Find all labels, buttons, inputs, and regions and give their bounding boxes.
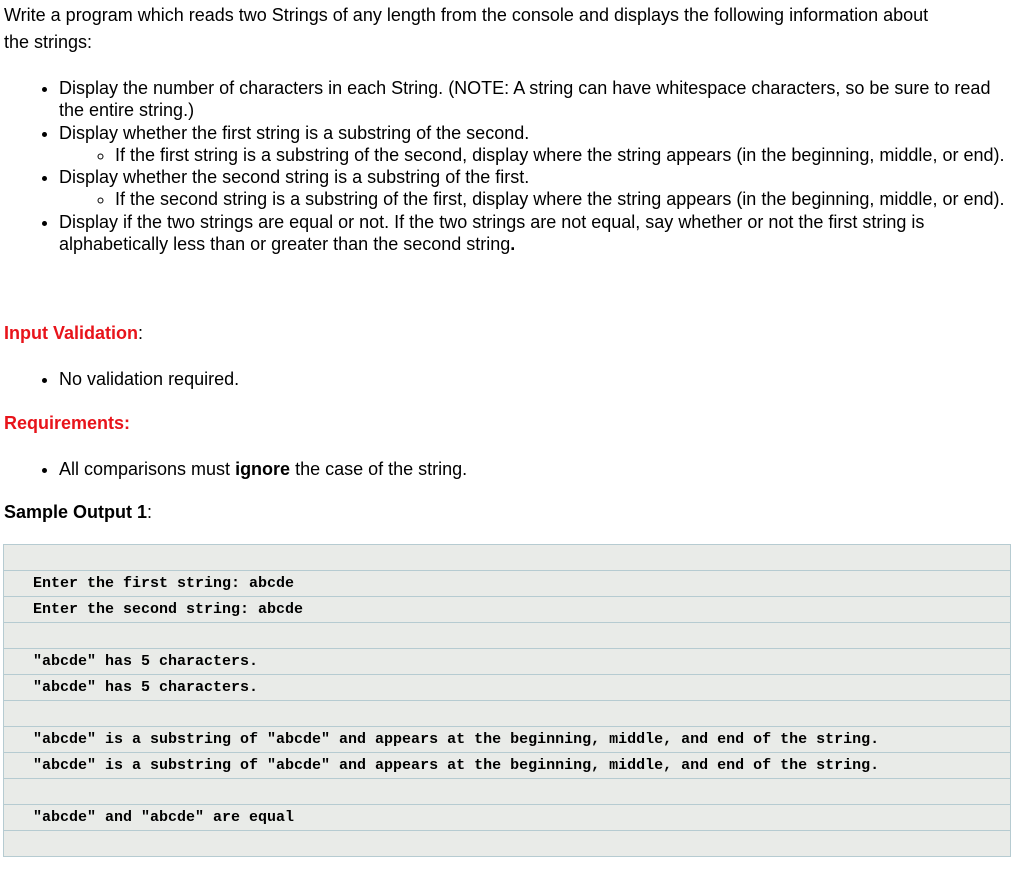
intro-text: Write a program which reads two Strings of any length from the console and displays the following information about the strings: [4, 5, 929, 52]
output-line [4, 623, 1011, 649]
output-line: "abcde" is a substring of "abcde" and appears at the beginning, middle, and end of the string. [4, 753, 1011, 779]
sample-output-heading [4, 499, 152, 526]
heading-text: Sample Output 1 [4, 502, 148, 522]
list-item [59, 122, 1009, 167]
output-row [4, 675, 1011, 701]
sub-list-item: ◦ If the second string is a substring of the first, display where the string appears (in the beginning, middle, or end). [115, 188, 1009, 210]
output-line: Enter the first string: abcde [4, 571, 1011, 597]
input-validation-heading [4, 320, 143, 347]
output-line: "abcde" has 5 characters. [4, 675, 1011, 701]
output-row [4, 597, 1011, 623]
output-row [4, 805, 1011, 831]
sub-list-item: ◦ If the first string is a substring of the second, display where the string appears (in the beginning, middle, or end). [115, 144, 1009, 166]
requirements-list [0, 77, 1009, 255]
output-line: "abcde" and "abcde" are equal [4, 805, 1011, 831]
output-line: "abcde" has 5 characters. [4, 649, 1011, 675]
colon: : [138, 323, 144, 343]
heading-text: Requirements: [4, 413, 131, 433]
output-line [4, 831, 1011, 857]
colon: : [147, 502, 153, 522]
bold-text: ignore [235, 459, 291, 479]
text: All comparisons must [59, 459, 236, 479]
list-item [59, 211, 1009, 256]
period: . [510, 234, 516, 255]
output-row [4, 831, 1011, 857]
item-text: Display whether the first string is a substring of the second. [59, 122, 530, 143]
requirements-heading [4, 410, 130, 437]
output-line: "abcde" is a substring of "abcde" and appears at the beginning, middle, and end of the string. [4, 727, 1011, 753]
output-line [4, 701, 1011, 727]
output-line [4, 545, 1011, 571]
list-item [59, 458, 467, 480]
output-row [4, 571, 1011, 597]
output-row [4, 701, 1011, 727]
output-row [4, 727, 1011, 753]
text: the case of the string. [290, 459, 468, 479]
list-item: • No validation required. [59, 368, 239, 390]
item-text: Display whether the second string is a substring of the first. [59, 167, 530, 188]
output-row [4, 779, 1011, 805]
item-text: Display if the two strings are equal or not. If the two strings are not equal, say whether or not the first string is alphabetically less than or greater than the second string [59, 211, 925, 255]
heading-text: Input Validation [4, 323, 138, 343]
output-row [4, 753, 1011, 779]
output-row [4, 649, 1011, 675]
list-item: • Display the number of characters in each String. (NOTE: A string can have whitespace characters, so be sure to read the entire string.) [59, 77, 1009, 122]
output-row [4, 545, 1011, 571]
list-item [59, 166, 1009, 211]
output-row [4, 623, 1011, 649]
output-line: Enter the second string: abcde [4, 597, 1011, 623]
sample-output-table [3, 544, 1011, 857]
output-line [4, 779, 1011, 805]
